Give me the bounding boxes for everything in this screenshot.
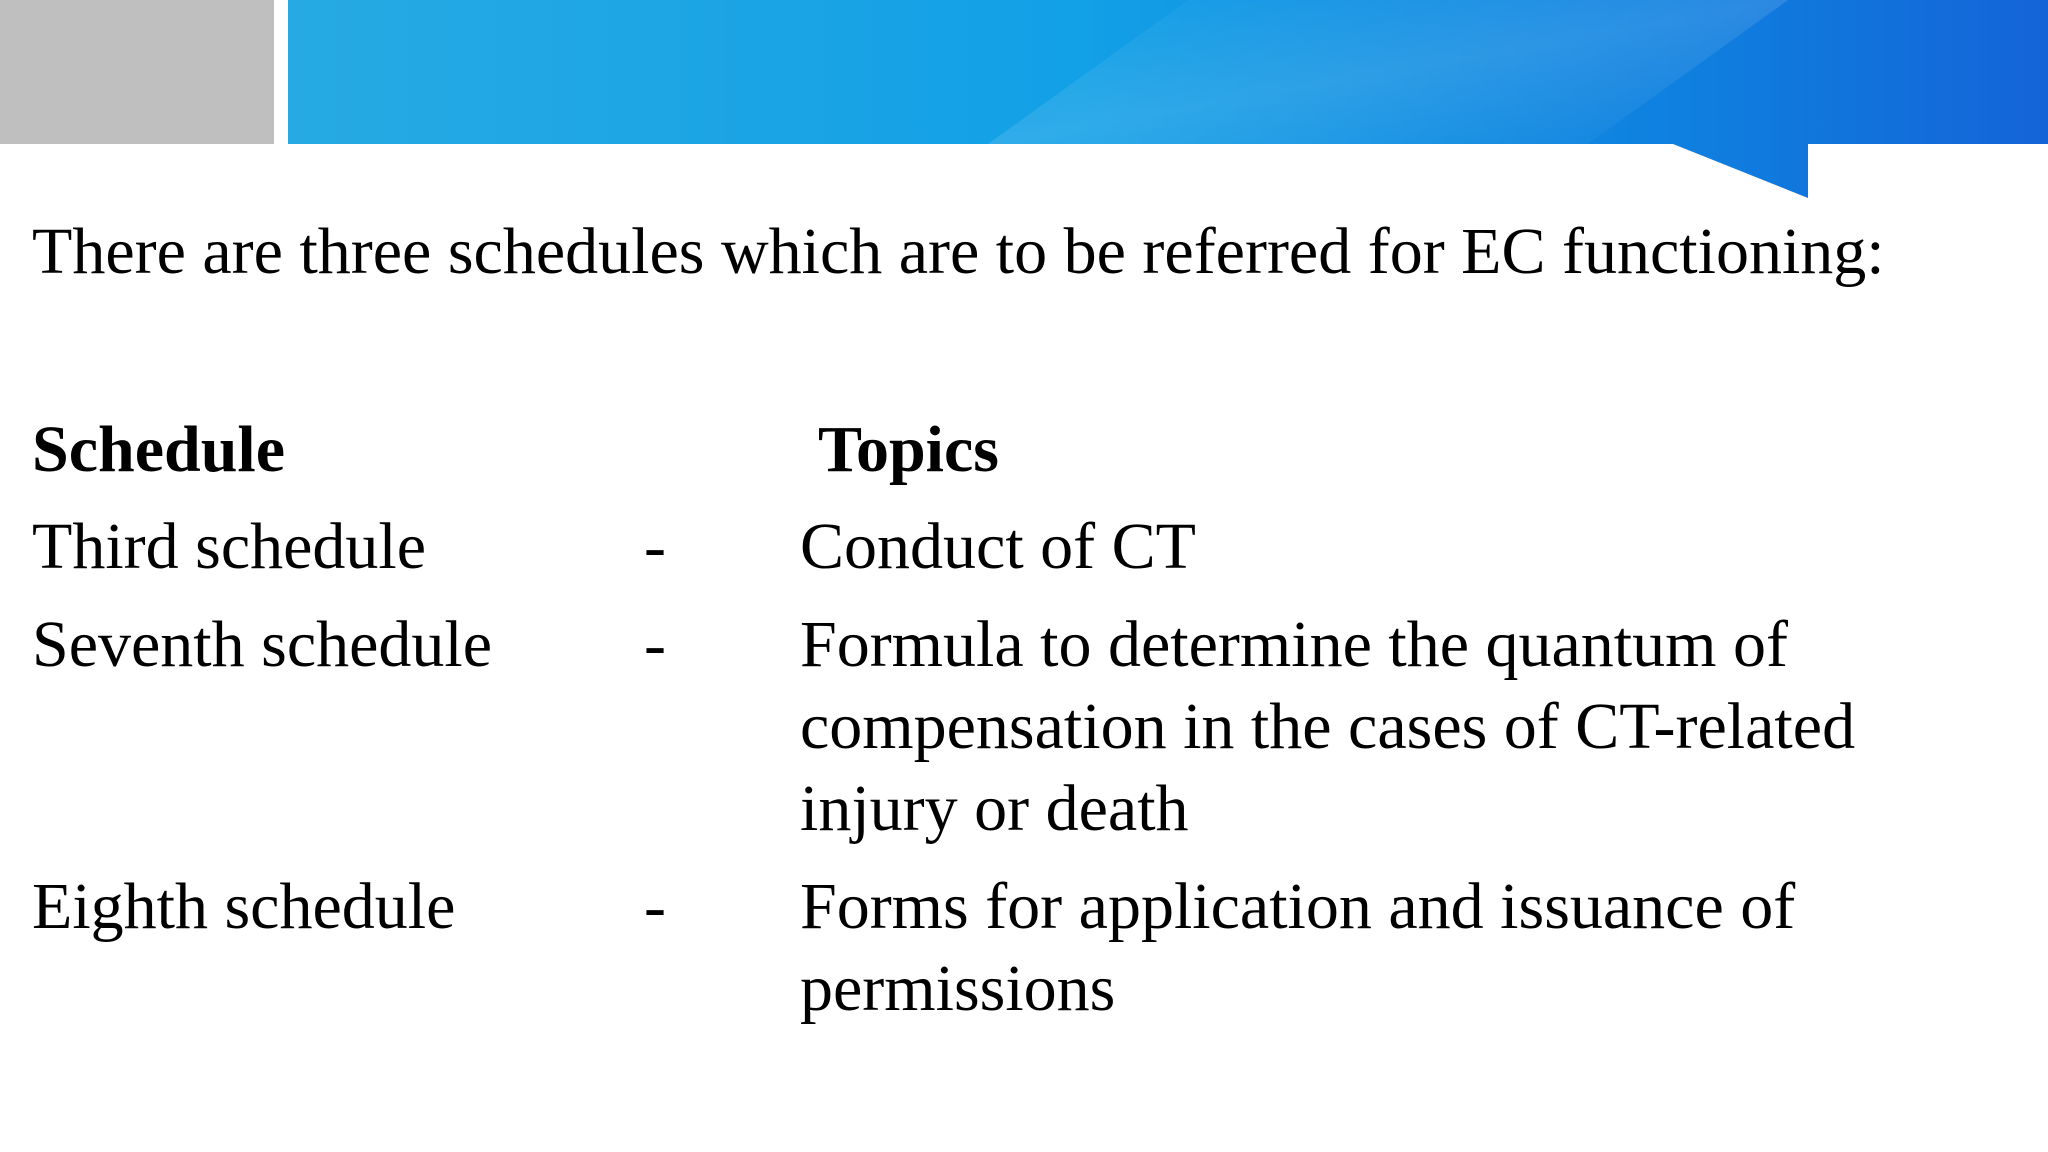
schedule-name: Seventh schedule (32, 608, 493, 681)
separator-dash: - (644, 870, 666, 943)
schedule-column-header: Schedule (32, 413, 286, 486)
schedule-name: Eighth schedule (32, 870, 456, 943)
schedule-name: Third schedule (32, 510, 427, 583)
topics-column-header: Topics (818, 413, 999, 486)
schedule-topic: Conduct of CT (800, 510, 1196, 583)
separator-dash: - (644, 608, 666, 681)
header-grey-block (0, 0, 274, 144)
schedule-topic: Forms for application and issuance of permissions (800, 870, 1796, 1025)
separator-dash: - (644, 510, 666, 583)
schedule-topic: Formula to determine the quantum of compensation in the cases of CT-related injury or death (800, 608, 1856, 845)
header-band (0, 0, 2048, 200)
header-blue-banner (288, 0, 2048, 200)
intro-text: There are three schedules which are to be referred for EC functioning: (32, 215, 1885, 288)
